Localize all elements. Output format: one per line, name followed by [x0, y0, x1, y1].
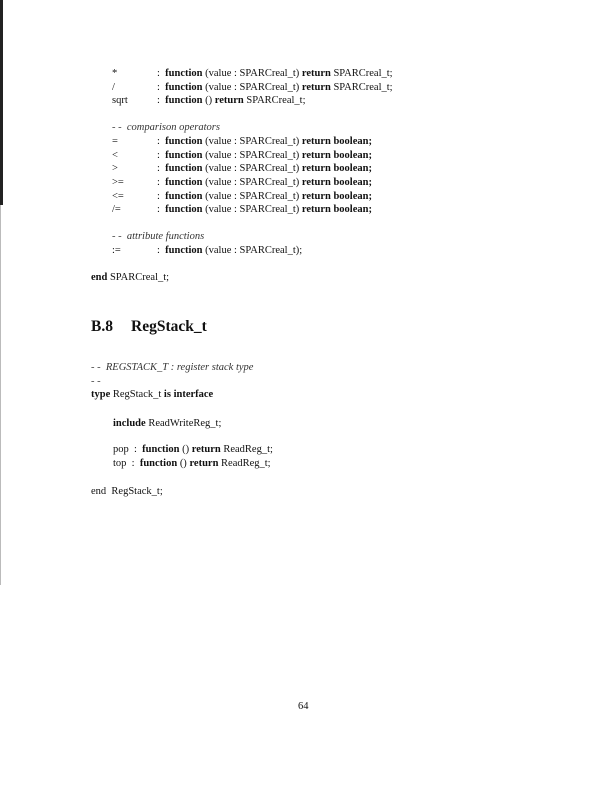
cmp-sym-ne: /=: [112, 204, 121, 215]
cmp-decl-lt: : function (value : SPARCreal_t) return boolean;: [157, 150, 372, 161]
op-decl-multiply: : function (value : SPARCreal_t) return SPARCreal_t;: [157, 68, 393, 79]
regstack-type-decl: type RegStack_t is interface: [91, 389, 214, 400]
cmp-sym-ge: >=: [112, 177, 124, 188]
scan-edge-shadow-faint: [0, 205, 1, 585]
page-number: 64: [298, 701, 309, 712]
op-decl-sqrt: : function () return SPARCreal_t;: [157, 95, 306, 106]
comparison-comment: - - comparison operators: [112, 122, 220, 133]
method-pop: pop : function () return ReadReg_t;: [113, 444, 273, 455]
regstack-include: include ReadWriteReg_t;: [113, 418, 222, 429]
cmp-decl-gt: : function (value : SPARCreal_t) return boolean;: [157, 163, 372, 174]
cmp-decl-ge: : function (value : SPARCreal_t) return boolean;: [157, 177, 372, 188]
attribute-comment: - - attribute functions: [112, 231, 205, 242]
cmp-sym-eq: =: [112, 136, 118, 147]
cmp-sym-lt: <: [112, 150, 118, 161]
op-line-divide: /: [112, 82, 115, 93]
end-regstack: end RegStack_t;: [91, 486, 163, 497]
op-line-multiply: *: [112, 68, 118, 79]
scan-edge-shadow: [0, 0, 3, 205]
op-line-sqrt: sqrt: [112, 95, 128, 106]
cmp-sym-gt: >: [112, 163, 118, 174]
section-heading: B.8 RegStack_t: [91, 318, 207, 335]
cmp-decl-ne: : function (value : SPARCreal_t) return boolean;: [157, 204, 372, 215]
attr-decl-assign: : function (value : SPARCreal_t);: [157, 245, 303, 256]
end-sparcreal: end SPARCreal_t;: [91, 272, 170, 283]
attr-sym-assign: :=: [112, 245, 121, 256]
method-top: top : function () return ReadReg_t;: [113, 458, 271, 469]
cmp-decl-eq: : function (value : SPARCreal_t) return boolean;: [157, 136, 372, 147]
cmp-sym-le: <=: [112, 191, 124, 202]
cmp-decl-le: : function (value : SPARCreal_t) return boolean;: [157, 191, 372, 202]
regstack-comment: - - REGSTACK_T : register stack type: [91, 362, 254, 373]
regstack-comment-dashes: - -: [91, 376, 101, 387]
op-decl-divide: : function (value : SPARCreal_t) return SPARCreal_t;: [157, 82, 393, 93]
